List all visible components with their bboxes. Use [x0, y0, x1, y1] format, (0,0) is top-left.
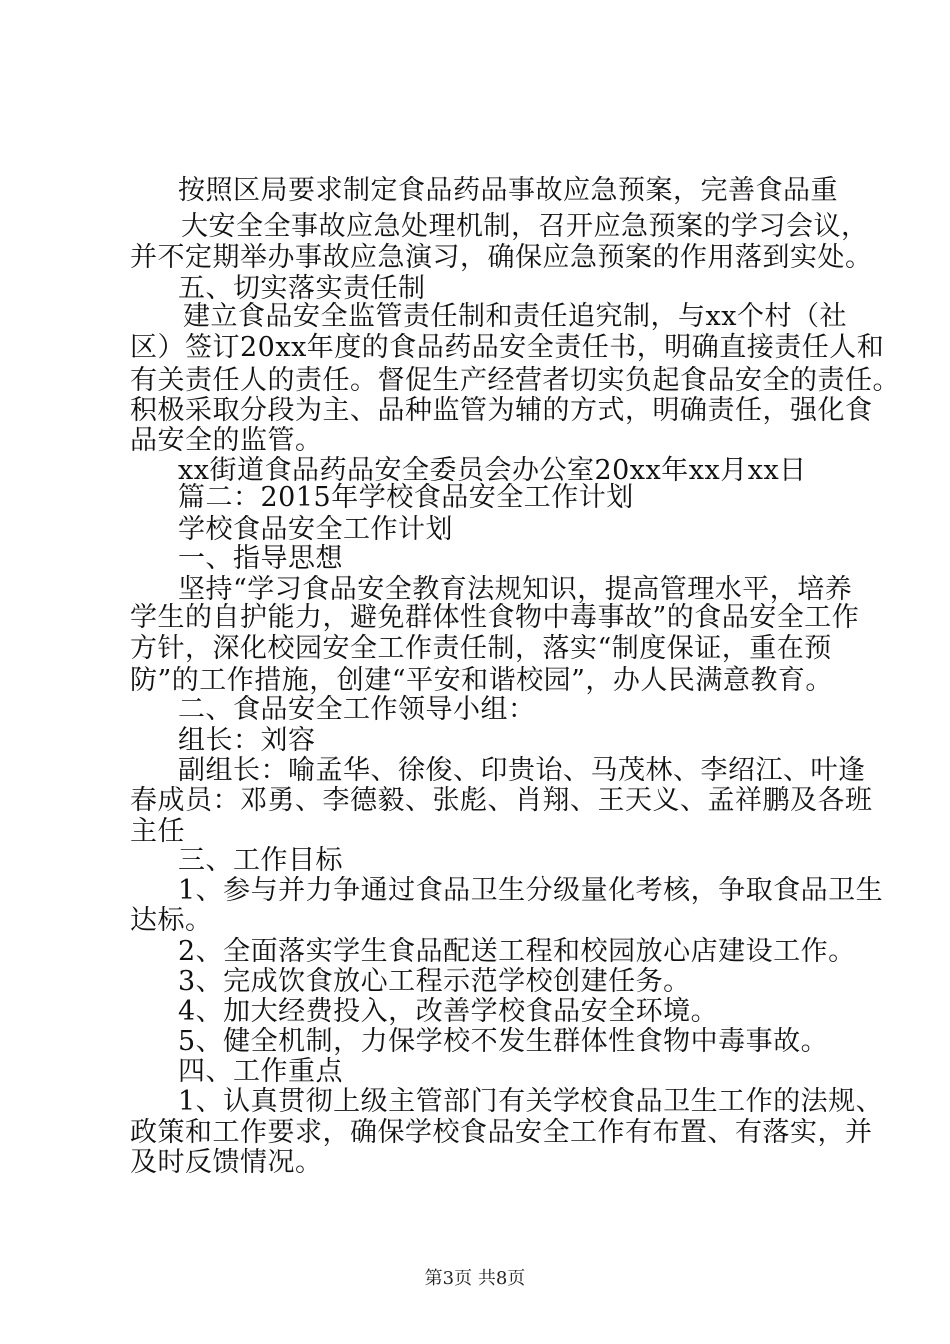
- list-item: 1、认真贯彻上级主管部门有关学校食品卫生工作的法规、: [178, 1086, 884, 1117]
- paragraph-line: 学生的自护能力，避免群体性食物中毒事故”的食品安全工作: [130, 602, 860, 633]
- paragraph-line: 积极采取分段为主、品种监管为辅的方式，明确责任，强化食: [130, 395, 873, 426]
- document-title: 学校食品安全工作计划: [178, 514, 453, 545]
- signature-line: xx街道食品药品安全委员会办公室20xx年xx月xx日: [178, 455, 807, 486]
- list-item: 4、加大经费投入，改善学校食品安全环境。: [178, 996, 719, 1027]
- section-heading: 五、切实落实责任制: [178, 273, 426, 304]
- part-heading: 篇二：2015年学校食品安全工作计划: [178, 482, 634, 513]
- paragraph-line: 防”的工作措施，创建“平安和谐校园”，办人民满意教育。: [130, 665, 833, 696]
- paragraph-line: 及时反馈情况。: [130, 1147, 323, 1178]
- section-heading: 三、工作目标: [178, 845, 343, 876]
- paragraph-line: 方针，深化校园安全工作责任制，落实“制度保证，重在预: [130, 633, 832, 664]
- paragraph-line: 有关责任人的责任。督促生产经营者切实负起食品安全的责任。: [130, 365, 900, 396]
- section-heading: 一、指导思想: [178, 543, 343, 574]
- paragraph-line: 大安全全事故应急处理机制，召开应急预案的学习会议，: [181, 211, 869, 242]
- paragraph-line: 区）签订20xx年度的食品药品安全责任书，明确直接责任人和: [130, 332, 885, 363]
- paragraph-line: 达标。: [130, 905, 213, 936]
- list-item: 3、完成饮食放心工程示范学校创建任务。: [178, 966, 691, 997]
- paragraph-line: 建立食品安全监管责任制和责任追究制，与xx个村（社: [183, 301, 847, 332]
- list-item: 5、健全机制，力保学校不发生群体性食物中毒事故。: [178, 1026, 829, 1057]
- list-item: 1、参与并力争通过食品卫生分级量化考核，争取食品卫生: [178, 875, 884, 906]
- paragraph-line: 副组长：喻孟华、徐俊、印贵诒、马茂林、李绍江、叶逢: [178, 755, 866, 786]
- paragraph-line: 品安全的监管。: [130, 425, 323, 456]
- paragraph-line: 政策和工作要求，确保学校食品安全工作有布置、有落实，并: [130, 1117, 873, 1148]
- page-footer: 第3页 共8页: [424, 1268, 526, 1289]
- section-heading: 四、工作重点: [178, 1056, 343, 1087]
- paragraph-line: 并不定期举办事故应急演习，确保应急预案的作用落到实处。: [130, 242, 873, 273]
- section-heading: 二、食品安全工作领导小组：: [178, 694, 536, 725]
- paragraph-line: 组长：刘容: [178, 725, 316, 756]
- paragraph-line: 主任: [130, 816, 185, 847]
- list-item: 2、全面落实学生食品配送工程和校园放心店建设工作。: [178, 936, 856, 967]
- paragraph-line: 坚持“学习食品安全教育法规知识，提高管理水平，培养: [178, 574, 853, 605]
- paragraph-line: 春成员：邓勇、李德毅、张彪、肖翔、王天义、孟祥鹏及各班: [130, 785, 873, 816]
- paragraph-line: 按照区局要求制定食品药品事故应急预案，完善食品重: [178, 175, 838, 206]
